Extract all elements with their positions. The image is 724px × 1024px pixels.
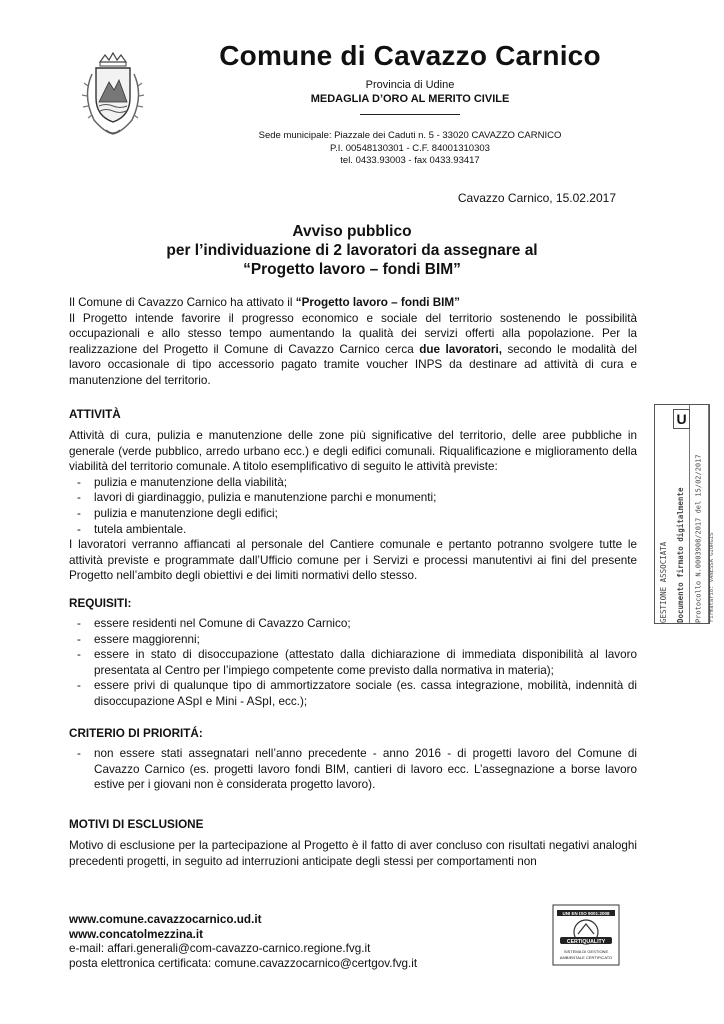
stamp-firmato: Documento firmato digitalmente xyxy=(672,405,690,623)
document-date: Cavazzo Carnico, 15.02.2017 xyxy=(457,191,616,205)
header-divider xyxy=(360,114,460,115)
list-item: - tutela ambientale. xyxy=(69,522,637,538)
intro-paragraph-2 xyxy=(69,311,637,389)
criterio-heading: CRITERIO DI PRIORITÁ: xyxy=(69,727,203,740)
cert-line-1: SISTEMA DI GESTIONE xyxy=(563,949,609,954)
list-item: - lavori di giardinaggio, pulizia e manutenzione parchi e monumenti; xyxy=(69,490,637,506)
province-line: Provincia di Udine xyxy=(365,79,455,91)
intro-text: Il Comune di Cavazzo Carnico ha attivato il xyxy=(69,296,296,309)
attivita-paragraph: Attività di cura, pulizia e manutenzione delle zone più significative del territorio, delle aree pubbliche in generale (verde pubblico, arredo urbano ecc.) e degli edifici comunali. Riqualificazione e miglioramento della viabilità del territorio comunale. A titolo esemplificativo di seguito le attività previste: xyxy=(69,429,637,474)
list-item: - pulizia e manutenzione della viabilità; xyxy=(69,475,637,491)
attivita-closing: I lavoratori verranno affiancati al personale del Cantiere comunale e pertanto potranno svolgere tutte le attività previste e programmate dall’Ufficio comune per i Servizi e processi manutentivi ai fini del presente Progetto nell’ambito degli obiettivi e dei limiti normativi dello stesso. xyxy=(69,538,637,583)
list-item: - essere maggiorenni; xyxy=(69,632,637,648)
tax-id-line: P.I. 00548130301 - C.F. 84001310303 xyxy=(330,142,490,154)
address-block xyxy=(170,130,650,168)
address-line: Sede municipale: Piazzale dei Caduti n. 5 - 33020 CAVAZZO CARNICO xyxy=(258,130,562,141)
list-item: - essere privi di qualunque tipo di ammortizzatore sociale (es. cassa integrazione, mobilità, indennità di disoccupazione ASpI e Mini - ASpI, ecc.); xyxy=(69,678,637,709)
cert-line-2: AMBIENTALE CERTIFICATO xyxy=(559,955,613,960)
esclusione-paragraph: Motivo di esclusione per la partecipazione al Progetto è il fatto di aver concluso con risultati negativi analoghi precedenti progetti, in seguito ad interruzioni anticipate degli stessi per comportamenti non xyxy=(69,839,637,868)
protocol-number: Protocollo N.0003908/2017 del 15/02/2017 xyxy=(694,454,703,623)
esclusione-heading: MOTIVI DI ESCLUSIONE xyxy=(69,818,204,831)
requisiti-list xyxy=(69,616,637,710)
website-link[interactable]: www.concatolmezzina.it xyxy=(69,927,203,941)
certiquality-logo xyxy=(552,904,620,966)
website-link[interactable]: www.comune.cavazzocarnico.ud.it xyxy=(69,913,262,926)
requisiti-heading: REQUISITI: xyxy=(69,597,132,610)
intro-paragraph-1 xyxy=(69,295,637,311)
notice-title-line: Avviso pubblico xyxy=(292,223,412,240)
footer-contacts xyxy=(69,913,489,972)
criterio-list xyxy=(69,746,637,793)
notice-title-line: per l’individuazione di 2 lavoratori da assegnare al xyxy=(166,242,538,259)
pec-line: posta elettronica certificata: comune.cavazzocarnico@certgov.fvg.it xyxy=(69,957,418,971)
intro-section xyxy=(69,295,637,389)
criterio-section xyxy=(69,746,637,793)
cert-standard: UNI EN ISO 9001:2008 xyxy=(562,911,610,916)
medal-line: MEDAGLIA D’ORO AL MERITO CIVILE xyxy=(310,93,510,105)
municipality-title: Comune di Cavazzo Carnico xyxy=(219,40,601,71)
list-item: - essere residenti nel Comune di Cavazzo Carnico; xyxy=(69,616,637,632)
protocol-stamp xyxy=(654,404,710,624)
notice-title-line: “Progetto lavoro – fondi BIM” xyxy=(243,261,461,278)
intro-text: secondo le modalità del lavoro occasionale di tipo accessorio pagato tramite voucher INPS da destinare ad attività di cura e manutenzione del territorio. xyxy=(69,342,637,387)
attivita-list xyxy=(69,475,637,537)
attivita-heading: ATTIVITÀ xyxy=(69,408,121,421)
email-line: e-mail: affari.generali@com-cavazzo-carnico.regione.fvg.it xyxy=(69,942,371,956)
stamp-letter: U xyxy=(673,409,690,429)
attivita-section xyxy=(69,428,637,584)
project-name: “Progetto lavoro – fondi BIM” xyxy=(295,296,460,309)
phone-line: tel. 0433.93003 - fax 0433.93417 xyxy=(340,155,480,166)
worker-count: due lavoratori, xyxy=(419,342,502,356)
list-item: - non essere stati assegnatari nell’anno precedente - anno 2016 - di progetti lavoro del Comune di Cavazzo Carnico (es. progetti lavoro fondi BIM, cantieri di lavoro ecc. L’assegnazione a borse lavoro estive per i giovani non è considerata progetto lavoro). xyxy=(69,746,637,793)
notice-title xyxy=(70,222,634,279)
stamp-signatory: Firmatario: VANESSA GIORGIS xyxy=(709,532,715,622)
stamp-gestione: GESTIONE ASSOCIATA xyxy=(659,541,668,623)
list-item: - essere in stato di disoccupazione (attestato dalla dichiarazione di immediata disponibilità al lavoro presentata al Centro per l’impiego competente come previsto dalla normativa in materia); xyxy=(69,647,637,678)
municipal-crest-logo xyxy=(78,50,148,140)
requisiti-section xyxy=(69,616,637,710)
intro-text: Il Progetto intende favorire il progresso economico e sociale del territorio sostenendo le possibilità occupazionali e allo stesso tempo aumentando la qualità dei servizi offerti alla popolazione. Per la realizzazione del Progetto il Comune di Cavazzo Carnico cerca xyxy=(69,311,637,356)
certification-badge xyxy=(552,904,620,966)
stamp-protocol xyxy=(689,405,709,623)
list-item: - pulizia e manutenzione degli edifici; xyxy=(69,506,637,522)
cert-brand: CERTIQUALITY xyxy=(566,938,606,945)
